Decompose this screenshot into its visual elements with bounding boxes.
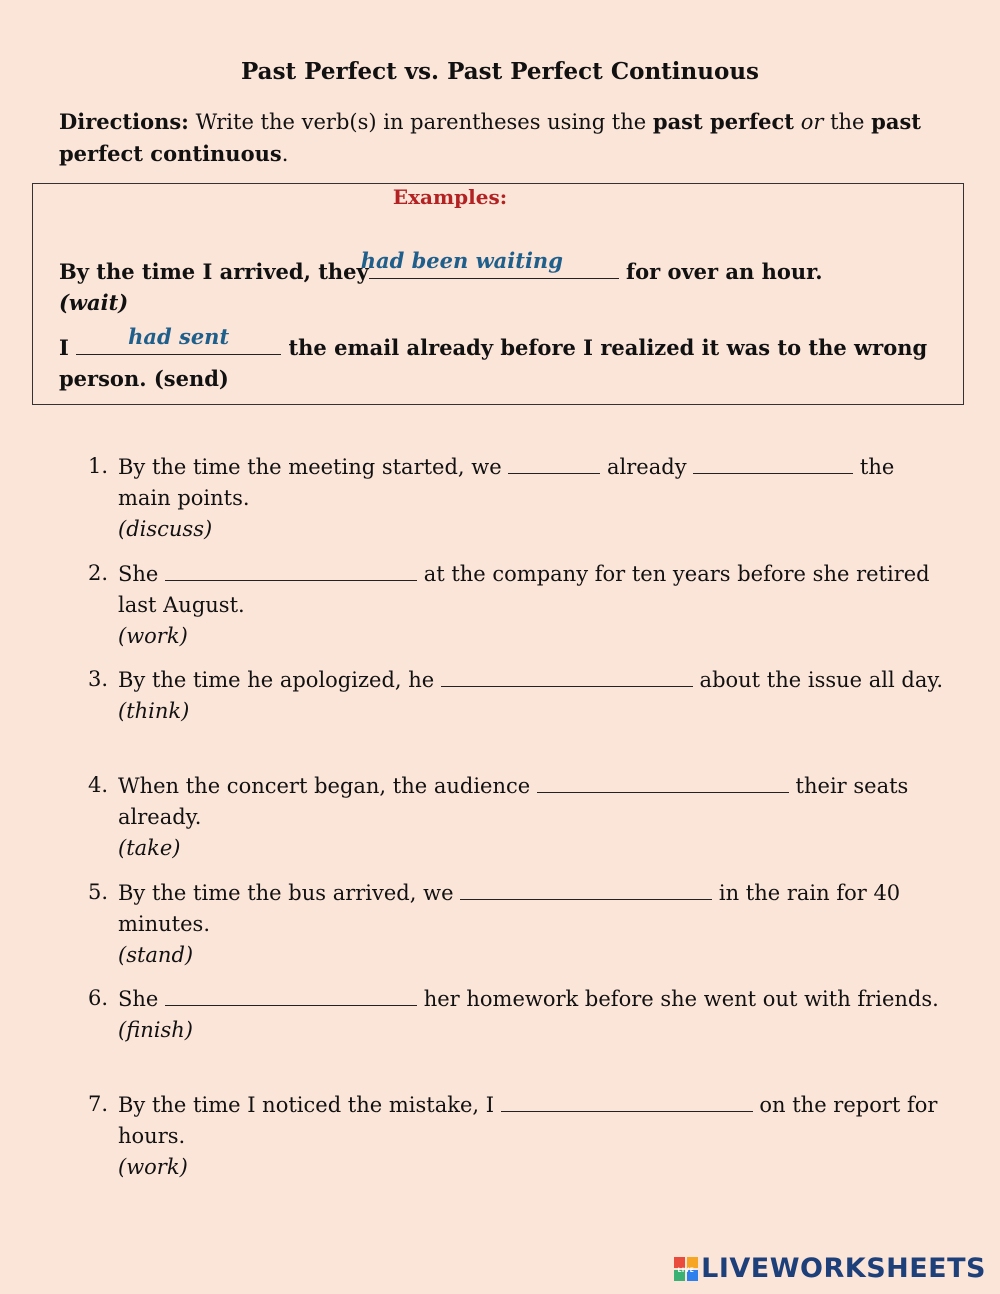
item-sentence [118,664,948,727]
example-1-answer: had been waiting [360,248,563,273]
item-number: 6. [88,986,109,1010]
directions-label: Directions: [59,109,189,134]
item-hint: (work) [118,1155,188,1179]
liveworksheets-logo-icon [674,1257,698,1281]
answer-blank[interactable] [165,558,417,581]
item-number: 1. [88,454,109,478]
item-text-after: on the report for hours. [118,1093,938,1148]
directions-the: the [823,110,865,134]
exercise-item-1 [88,451,948,545]
example-1 [59,248,949,318]
item-text: She [118,987,166,1011]
item-text-after: their seats already. [118,774,909,829]
example-1-text-after: for over an hour. [618,259,823,284]
answer-blank-2[interactable] [693,451,853,474]
item-text-after: in the rain for 40 minutes. [118,881,901,936]
page-title: Past Perfect vs. Past Perfect Continuous [240,58,760,85]
directions [59,106,939,170]
exercise-item-5 [88,877,948,971]
example-1-hint: (wait) [59,290,129,315]
item-sentence [118,983,948,1046]
item-hint: (take) [118,836,181,860]
example-1-text: By the time I arrived, they [59,259,369,284]
item-number: 7. [88,1092,109,1116]
item-sentence [118,558,948,652]
exercise-item-6 [88,983,948,1046]
item-sentence [118,451,948,545]
answer-blank-1[interactable] [508,451,600,474]
item-text-after: about the issue all day. [692,668,944,692]
exercise-item-3 [88,664,948,727]
item-hint: (work) [118,624,188,648]
item-hint: (think) [118,699,190,723]
exercise-item-4 [88,770,948,864]
item-number: 2. [88,561,109,585]
directions-term-past-perfect: past perfect [652,109,795,134]
item-text-after: the main points. [118,455,895,510]
example-2-text-after: the email already before I realized it was to the wrong person. (send) [59,335,928,391]
liveworksheets-logo [674,1253,986,1284]
directions-or: or [800,110,824,134]
item-number: 3. [88,667,109,691]
item-hint: (finish) [118,1018,193,1042]
item-text: When the concert began, the audience [118,774,537,798]
answer-blank[interactable] [501,1089,753,1112]
item-text: She [118,562,166,586]
example-1-answer-field[interactable] [360,248,619,279]
answer-blank[interactable] [165,983,417,1006]
exercise-item-7 [88,1089,948,1183]
example-2-answer: had sent [128,324,230,349]
item-text-after: her homework before she went out with friends. [417,987,939,1011]
example-2 [59,324,949,394]
directions-text: Write the verb(s) in parentheses using the [188,110,653,134]
item-sentence [118,877,948,971]
item-text-after: at the company for ten years before she retired last August. [118,562,930,617]
examples-heading: Examples: [392,185,508,209]
directions-term-past-perfect-continuous: past perfect continuous [59,109,921,166]
item-hint: (discuss) [118,517,213,541]
example-2-text: I [59,335,77,360]
item-sentence [118,770,948,864]
item-number: 5. [88,880,109,904]
item-text-middle: already [600,455,694,479]
example-2-answer-field[interactable] [76,324,281,355]
item-text: By the time the meeting started, we [118,455,509,479]
answer-blank[interactable] [537,770,789,793]
logo-mark-text: LIVE [677,1266,695,1274]
item-text: By the time the bus arrived, we [118,881,461,905]
item-sentence [118,1089,948,1183]
answer-blank[interactable] [441,664,693,687]
logo-text: LIVEWORKSHEETS [701,1253,986,1284]
item-text: By the time he apologized, he [118,668,441,692]
exercise-item-2 [88,558,948,652]
directions-end: . [281,142,289,166]
item-text: By the time I noticed the mistake, I [118,1093,501,1117]
item-hint: (stand) [118,943,194,967]
item-number: 4. [88,773,109,797]
answer-blank[interactable] [460,877,712,900]
